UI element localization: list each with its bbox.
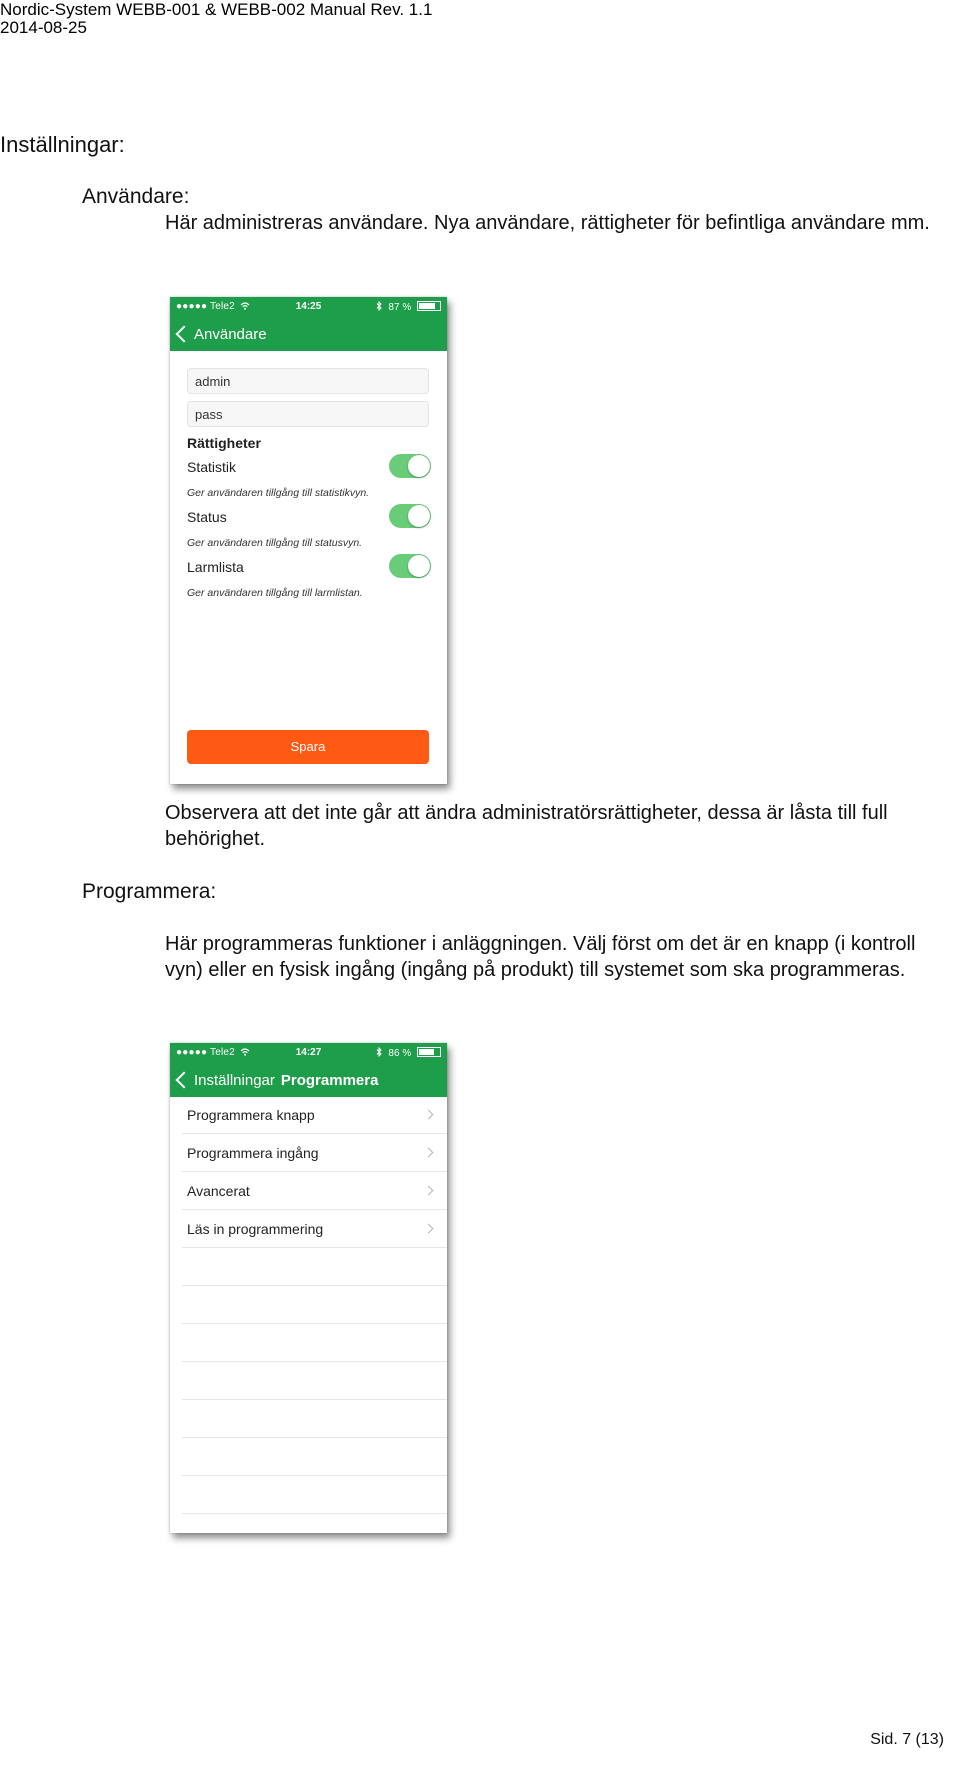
phone-program-screenshot bbox=[170, 1043, 447, 1533]
battery-fill bbox=[419, 303, 435, 309]
status-right bbox=[376, 301, 441, 313]
bluetooth-icon bbox=[376, 302, 389, 313]
battery-fill bbox=[419, 1049, 434, 1055]
toggle-knob bbox=[408, 455, 430, 477]
permission-larmlista-description: Ger användaren tillgång till larmlistan. bbox=[187, 587, 363, 599]
nav-back-label[interactable]: Inställningar bbox=[194, 1072, 275, 1089]
toggle-knob bbox=[408, 505, 430, 527]
nav-title: Programmera bbox=[280, 1072, 379, 1089]
empty-row bbox=[182, 1439, 447, 1476]
chevron-right-icon bbox=[424, 1186, 434, 1196]
chevron-right-icon bbox=[424, 1110, 434, 1120]
menu-item-label: Läs in programmering bbox=[187, 1221, 324, 1237]
bluetooth-icon bbox=[376, 1048, 389, 1059]
permission-statistik-label: Statistik bbox=[187, 459, 237, 475]
doc-date: 2014-08-25 bbox=[0, 18, 87, 37]
status-bar bbox=[170, 297, 447, 317]
back-chevron-icon[interactable] bbox=[176, 1072, 193, 1089]
status-bar bbox=[170, 1043, 447, 1063]
empty-row bbox=[182, 1401, 447, 1438]
status-time: 14:27 bbox=[295, 1047, 322, 1058]
chevron-right-icon bbox=[424, 1148, 434, 1158]
menu-item-programmera-ingang[interactable] bbox=[182, 1135, 447, 1172]
menu-item-programmera-knapp[interactable] bbox=[182, 1097, 447, 1134]
battery-percent: 87 % bbox=[388, 302, 412, 313]
permission-status-description: Ger användaren tillgång till statusvyn. bbox=[187, 537, 363, 549]
status-time: 14:25 bbox=[295, 301, 322, 312]
program-intro: Här programmeras funktioner i anläggningen. Välj först om det är en knapp (i kontroll vyn) eller en fysisk ingång (ingång på produkt) till systemet som ska programmeras. bbox=[165, 933, 916, 981]
nav-bar bbox=[170, 317, 447, 351]
menu-item-label: Avancerat bbox=[187, 1183, 250, 1199]
carrier-text: ●●●●● Tele2 bbox=[176, 1047, 235, 1058]
permission-larmlista-label: Larmlista bbox=[187, 559, 244, 575]
permission-status-label: Status bbox=[187, 509, 227, 525]
battery-icon bbox=[417, 301, 441, 311]
nav-back-button[interactable] bbox=[194, 1072, 378, 1089]
battery-percent: 86 % bbox=[388, 1048, 412, 1059]
empty-row bbox=[182, 1287, 447, 1324]
permission-statistik-description: Ger användaren tillgång till statistikvyn. bbox=[187, 487, 370, 499]
empty-row bbox=[182, 1363, 447, 1400]
password-field[interactable]: pass bbox=[187, 401, 429, 427]
chevron-right-icon bbox=[424, 1224, 434, 1234]
users-heading: Användare: bbox=[82, 185, 190, 208]
empty-row bbox=[182, 1477, 447, 1514]
back-chevron-icon[interactable] bbox=[176, 326, 193, 343]
users-intro: Här administreras användare. Nya användare, rättigheter för befintliga användare mm. bbox=[165, 212, 930, 234]
phone-users-screenshot bbox=[170, 297, 447, 784]
permission-statistik-toggle[interactable] bbox=[389, 454, 431, 478]
empty-row bbox=[182, 1249, 447, 1286]
menu-item-label: Programmera ingång bbox=[187, 1145, 319, 1161]
save-button[interactable]: Spara bbox=[187, 730, 429, 764]
menu-item-label: Programmera knapp bbox=[187, 1107, 315, 1123]
users-note: Observera att det inte går att ändra administratörsrättigheter, dessa är låsta till full behörighet. bbox=[165, 802, 888, 850]
menu-item-avancerat[interactable] bbox=[182, 1173, 447, 1210]
status-right bbox=[376, 1047, 441, 1059]
empty-row bbox=[182, 1325, 447, 1362]
page-number: Sid. 7 (13) bbox=[870, 1731, 944, 1748]
toggle-knob bbox=[408, 555, 430, 577]
program-heading: Programmera: bbox=[82, 880, 217, 903]
doc-title: Nordic-System WEBB-001 & WEBB-002 Manual Rev. 1.1 bbox=[0, 0, 433, 19]
permissions-heading: Rättigheter bbox=[187, 435, 261, 451]
carrier-text: ●●●●● Tele2 bbox=[176, 301, 235, 312]
nav-back-button[interactable]: Användare bbox=[194, 326, 267, 343]
permission-larmlista-toggle[interactable] bbox=[389, 554, 431, 578]
permission-status-toggle[interactable] bbox=[389, 504, 431, 528]
battery-icon bbox=[417, 1047, 441, 1057]
menu-item-las-in-programmering[interactable] bbox=[182, 1211, 447, 1248]
settings-heading: Inställningar: bbox=[0, 132, 125, 157]
username-field[interactable]: admin bbox=[187, 368, 429, 394]
nav-bar bbox=[170, 1063, 447, 1097]
